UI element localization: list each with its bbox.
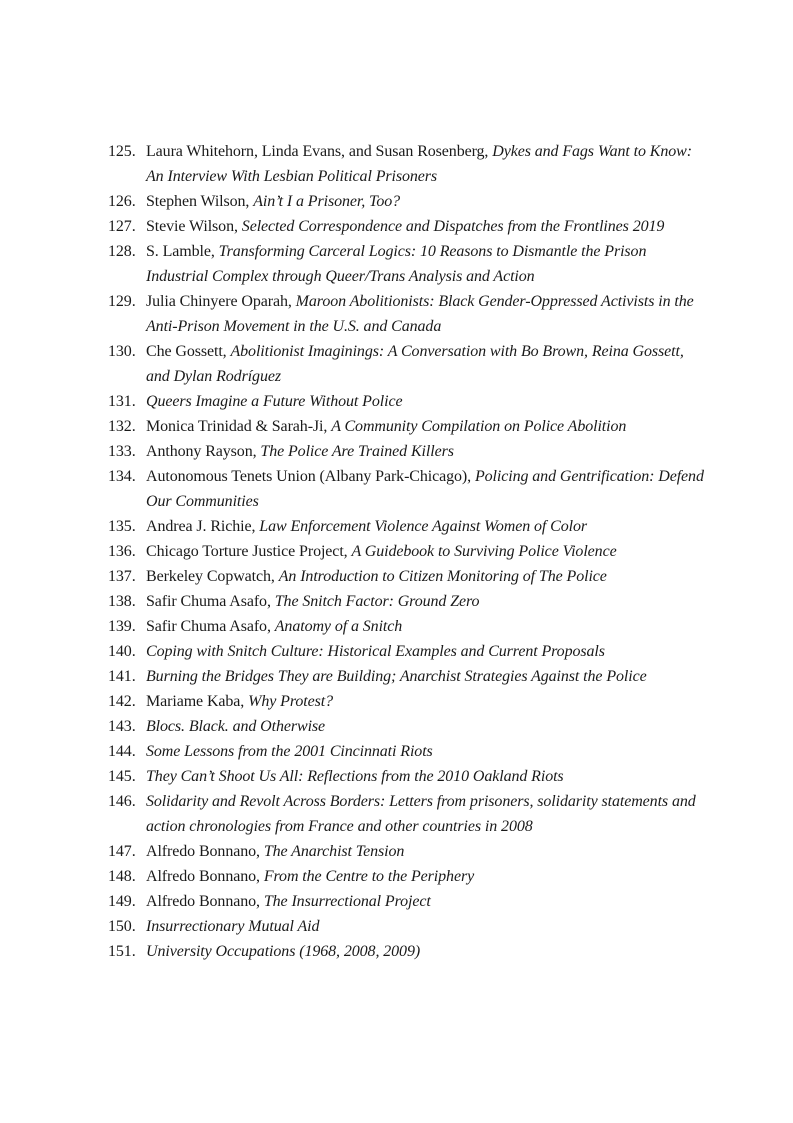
entry-title: Dykes and Fags Want to Know: An Interview With Lesbian Political Prisoners bbox=[146, 143, 692, 185]
entry-number: 150. bbox=[108, 918, 136, 935]
entry-number: 140. bbox=[108, 643, 136, 660]
list-item bbox=[108, 389, 708, 414]
list-item bbox=[108, 614, 708, 639]
entry-author: Anthony Rayson, bbox=[146, 443, 261, 460]
entry-title: Selected Correspondence and Dispatches from the Frontlines 2019 bbox=[241, 218, 665, 235]
list-item bbox=[108, 464, 708, 514]
list-item bbox=[108, 889, 708, 914]
entry-author: Andrea J. Richie, bbox=[146, 518, 260, 535]
entry-title: A Community Compilation on Police Abolition bbox=[331, 418, 627, 435]
entry-title: Abolitionist Imaginings: A Conversation with Bo Brown, Reina Gossett, and Dylan Rodríguez bbox=[146, 343, 684, 385]
list-item bbox=[108, 639, 708, 664]
entry-title: Some Lessons from the 2001 Cincinnati Riots bbox=[146, 743, 433, 760]
entry-number: 146. bbox=[108, 793, 136, 810]
entry-author: Safir Chuma Asafo, bbox=[146, 593, 275, 610]
entry-number: 144. bbox=[108, 743, 136, 760]
entry-title: From the Centre to the Periphery bbox=[263, 868, 475, 885]
entry-author: Stephen Wilson, bbox=[146, 193, 254, 210]
entry-author: Chicago Torture Justice Project, bbox=[146, 543, 352, 560]
entry-title: Maroon Abolitionists: Black Gender-Oppressed Activists in the Anti-Prison Movement in the U.S. and Canada bbox=[146, 293, 694, 335]
entry-number: 129. bbox=[108, 293, 136, 310]
entry-author: Julia Chinyere Oparah, bbox=[146, 293, 296, 310]
list-item bbox=[108, 339, 708, 389]
entry-number: 143. bbox=[108, 718, 136, 735]
entry-title: Policing and Gentrification: Defend Our Communities bbox=[146, 468, 704, 510]
entry-number: 141. bbox=[108, 668, 136, 685]
list-item bbox=[108, 439, 708, 464]
list-item bbox=[108, 864, 708, 889]
list-item bbox=[108, 689, 708, 714]
entry-author: Monica Trinidad & Sarah-Ji, bbox=[146, 418, 332, 435]
entry-number: 147. bbox=[108, 843, 136, 860]
entry-number: 125. bbox=[108, 143, 136, 160]
entry-title: The Police Are Trained Killers bbox=[260, 443, 454, 460]
list-item bbox=[108, 139, 708, 189]
entry-author: Laura Whitehorn, Linda Evans, and Susan Rosenberg, bbox=[146, 143, 493, 160]
list-item bbox=[108, 514, 708, 539]
entry-number: 137. bbox=[108, 568, 136, 585]
list-item bbox=[108, 939, 708, 964]
entry-number: 138. bbox=[108, 593, 136, 610]
entry-title: A Guidebook to Surviving Police Violence bbox=[351, 543, 617, 560]
entry-author: Stevie Wilson, bbox=[146, 218, 242, 235]
list-item bbox=[108, 189, 708, 214]
entry-title: Queers Imagine a Future Without Police bbox=[146, 393, 403, 410]
entry-number: 151. bbox=[108, 943, 136, 960]
entry-author: Alfredo Bonnano, bbox=[146, 893, 264, 910]
list-item bbox=[108, 589, 708, 614]
entry-author: Alfredo Bonnano, bbox=[146, 868, 264, 885]
entry-author: Berkeley Copwatch, bbox=[146, 568, 279, 585]
entry-author: Autonomous Tenets Union (Albany Park-Chicago), bbox=[146, 468, 475, 485]
entry-number: 127. bbox=[108, 218, 136, 235]
bibliography-list bbox=[108, 139, 708, 964]
entry-number: 148. bbox=[108, 868, 136, 885]
entry-title: Transforming Carceral Logics: 10 Reasons to Dismantle the Prison Industrial Complex through Queer/Trans Analysis and Action bbox=[146, 243, 647, 285]
entry-title: Law Enforcement Violence Against Women of Color bbox=[259, 518, 587, 535]
entry-title: Coping with Snitch Culture: Historical Examples and Current Proposals bbox=[146, 643, 605, 660]
list-item bbox=[108, 664, 708, 689]
list-item bbox=[108, 289, 708, 339]
list-item bbox=[108, 414, 708, 439]
entry-author: Che Gossett, bbox=[146, 343, 231, 360]
entry-author: Mariame Kaba, bbox=[146, 693, 249, 710]
entry-number: 149. bbox=[108, 893, 136, 910]
entry-number: 128. bbox=[108, 243, 136, 260]
list-item bbox=[108, 839, 708, 864]
entry-number: 134. bbox=[108, 468, 136, 485]
list-item bbox=[108, 564, 708, 589]
entry-number: 142. bbox=[108, 693, 136, 710]
entry-author: S. Lamble, bbox=[146, 243, 219, 260]
list-item bbox=[108, 789, 708, 839]
entry-title: They Can’t Shoot Us All: Reflections from the 2010 Oakland Riots bbox=[146, 768, 564, 785]
list-item bbox=[108, 214, 708, 239]
entry-author: Alfredo Bonnano, bbox=[146, 843, 264, 860]
list-item bbox=[108, 539, 708, 564]
entry-title: The Insurrectional Project bbox=[263, 893, 431, 910]
entry-number: 132. bbox=[108, 418, 136, 435]
entry-title: Burning the Bridges They are Building; Anarchist Strategies Against the Police bbox=[146, 668, 647, 685]
entry-number: 135. bbox=[108, 518, 136, 535]
entry-number: 145. bbox=[108, 768, 136, 785]
entry-title: An Introduction to Citizen Monitoring of The Police bbox=[278, 568, 607, 585]
entry-title: Insurrectionary Mutual Aid bbox=[146, 918, 320, 935]
list-item bbox=[108, 764, 708, 789]
entry-title: Blocs. Black. and Otherwise bbox=[146, 718, 326, 735]
list-item bbox=[108, 739, 708, 764]
list-item bbox=[108, 714, 708, 739]
entry-number: 131. bbox=[108, 393, 136, 410]
entry-number: 139. bbox=[108, 618, 136, 635]
entry-title: Why Protest? bbox=[248, 693, 333, 710]
entry-number: 126. bbox=[108, 193, 136, 210]
entry-number: 136. bbox=[108, 543, 136, 560]
entry-title: The Snitch Factor: Ground Zero bbox=[274, 593, 480, 610]
entry-title: Ain’t I a Prisoner, Too? bbox=[253, 193, 401, 210]
entry-title: University Occupations (1968, 2008, 2009) bbox=[146, 943, 421, 960]
entry-title: Solidarity and Revolt Across Borders: Letters from prisoners, solidarity statements and action chronologies from France and other countries in 2008 bbox=[146, 793, 696, 835]
entry-title: The Anarchist Tension bbox=[263, 843, 405, 860]
entry-number: 130. bbox=[108, 343, 136, 360]
entry-title: Anatomy of a Snitch bbox=[274, 618, 403, 635]
entry-author: Safir Chuma Asafo, bbox=[146, 618, 275, 635]
entry-number: 133. bbox=[108, 443, 136, 460]
list-item bbox=[108, 239, 708, 289]
list-item bbox=[108, 914, 708, 939]
